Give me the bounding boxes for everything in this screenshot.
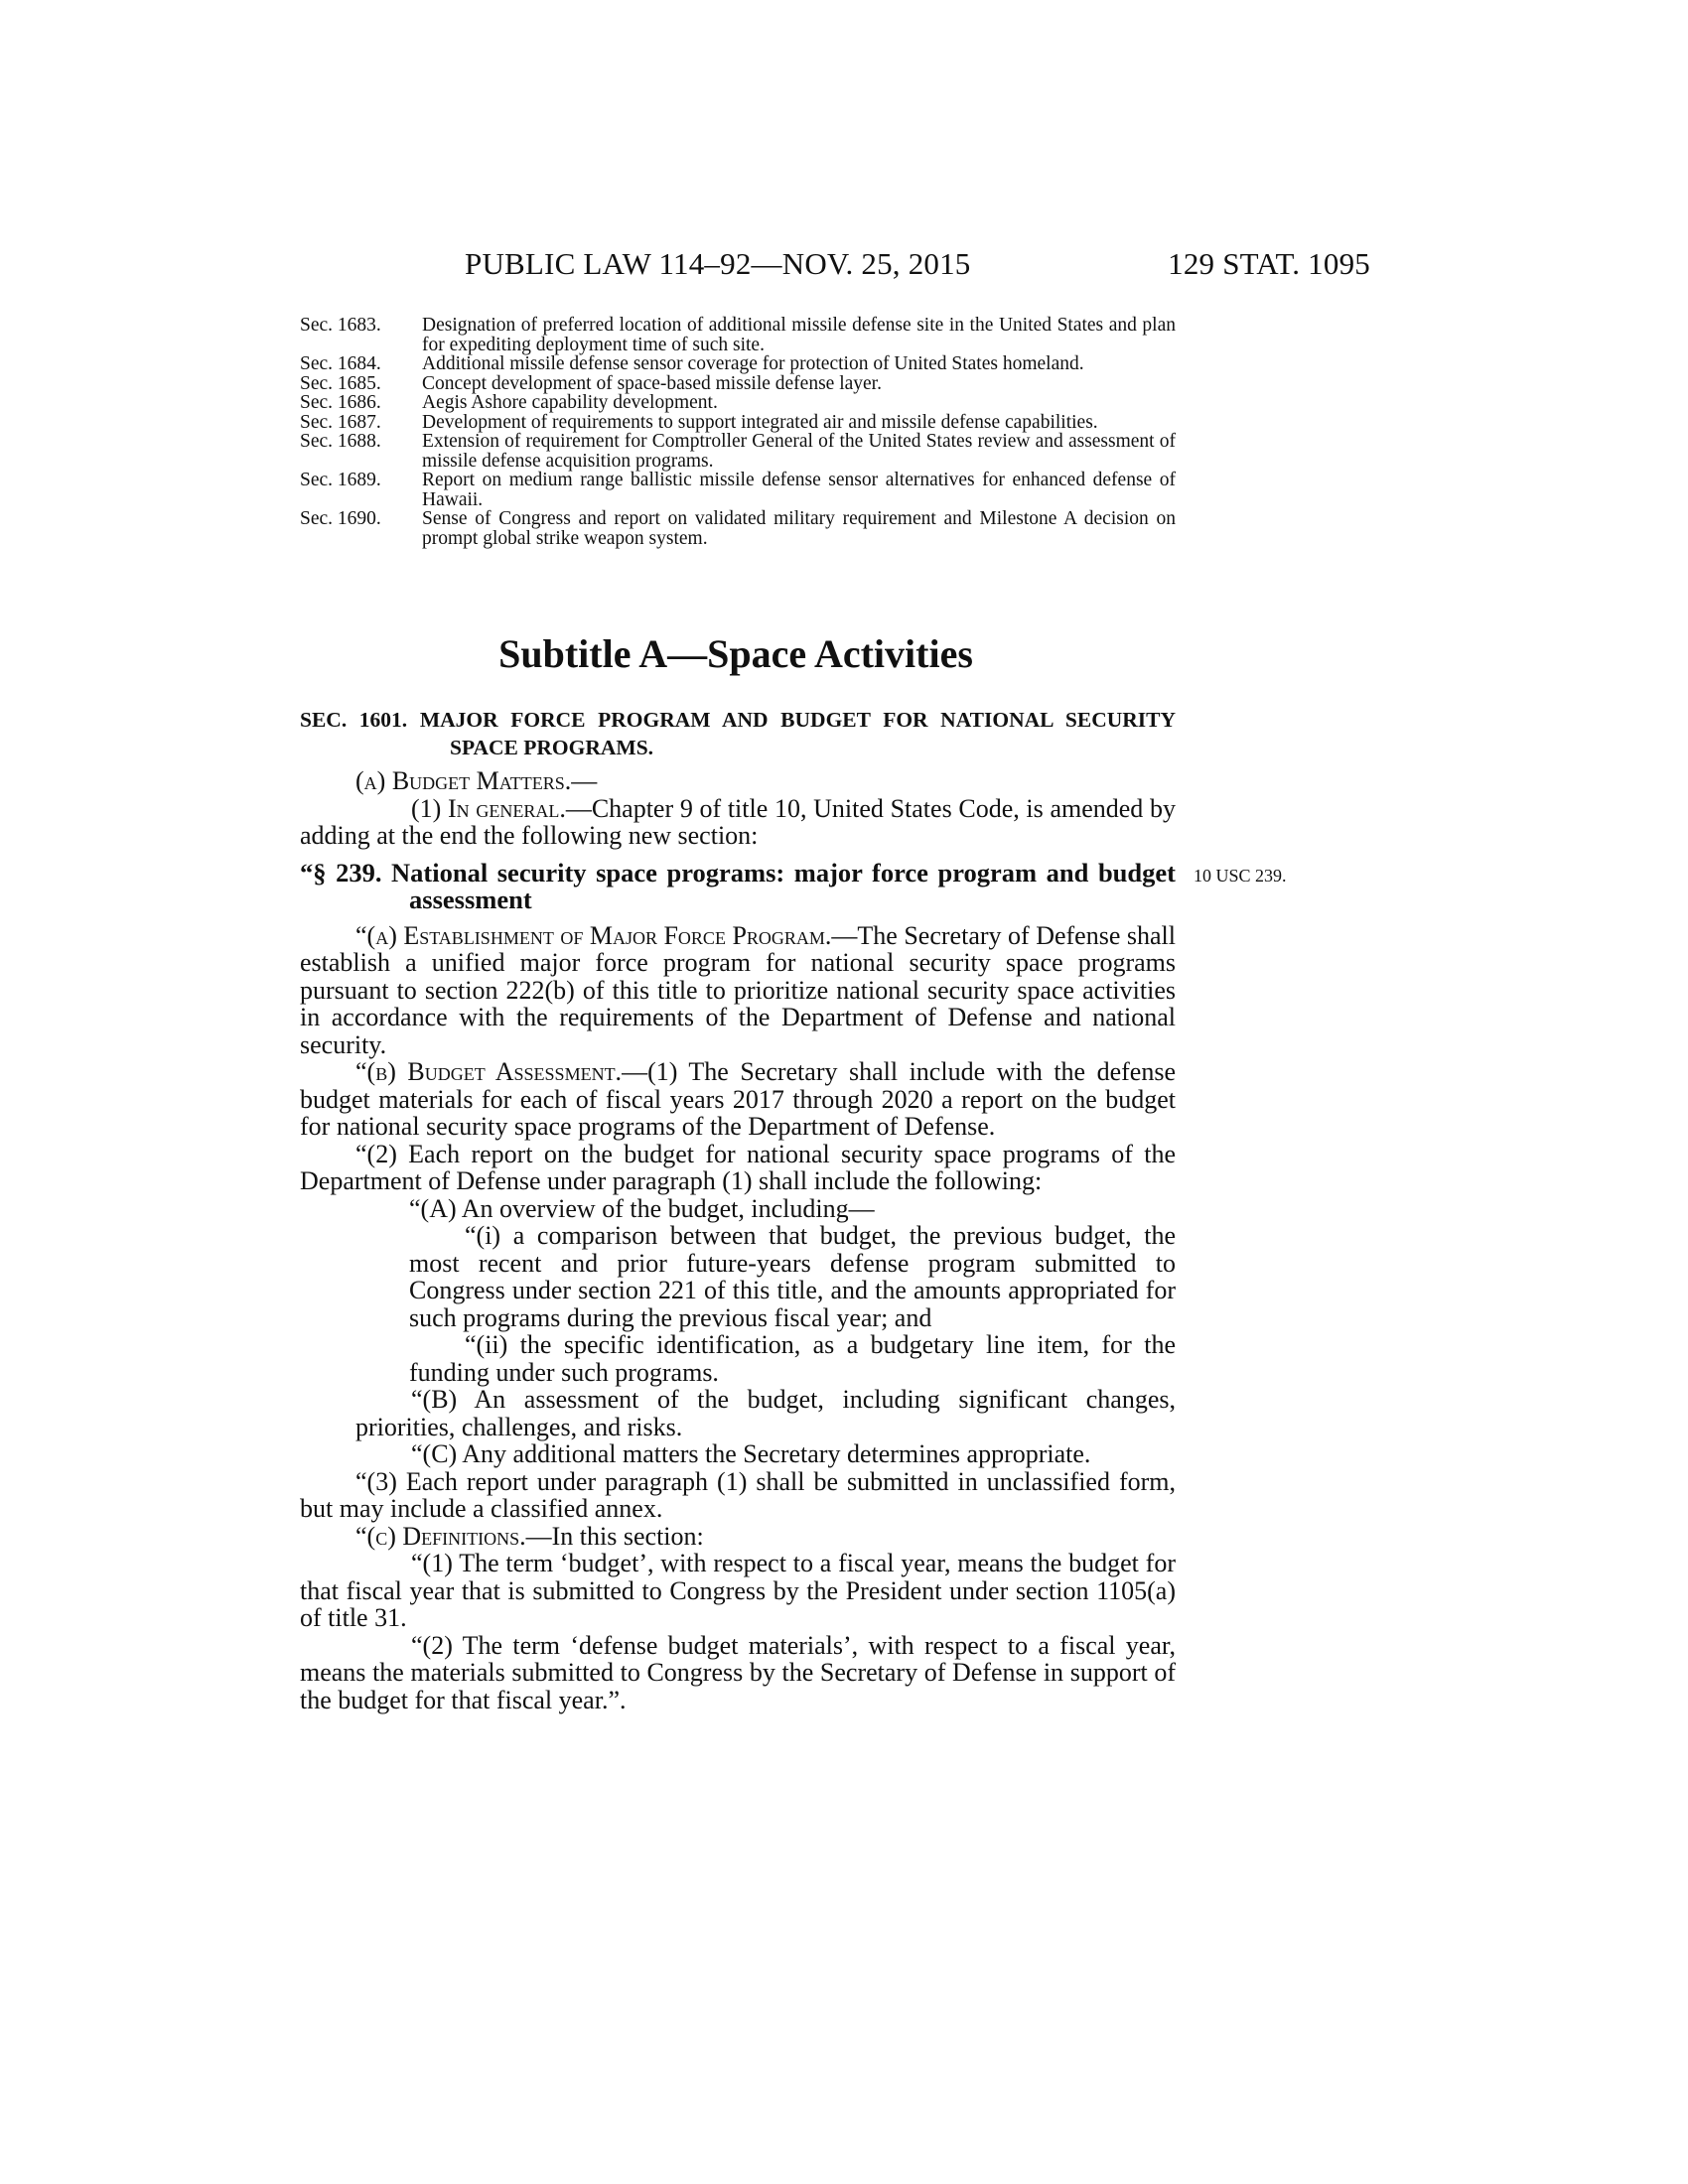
section-title: MAJOR FORCE PROGRAM AND BUDGET FOR NATIONAL SECURITY SPACE PROGRAMS. xyxy=(419,708,1177,759)
toc-entry xyxy=(300,509,1176,548)
toc-section-title: Aegis Ashore capability development. xyxy=(422,392,718,413)
paragraph-establishment-heading: “(a) Establishment of Major Force Program. xyxy=(355,920,832,950)
toc-section-title: Development of requirements to support integrated air and missile defense capabilities. xyxy=(422,411,1098,433)
toc-section-title: Extension of requirement for Comptroller General of the United States review and assessment of missile defense acquisition programs. xyxy=(422,431,1176,472)
paragraph-budget-assessment xyxy=(300,1058,1176,1141)
toc-section-number: Sec. 1685. xyxy=(300,372,381,394)
statute-page-number: 129 STAT. 1095 xyxy=(1168,246,1370,281)
subtitle-heading: Subtitle A—Space Activities xyxy=(498,631,973,676)
subparagraph-C: “(C) Any additional matters the Secretary determines appropriate. xyxy=(411,1439,1091,1468)
toc-section-number: Sec. 1686. xyxy=(300,392,381,413)
definition-budget: “(1) The term ‘budget’, with respect to a fiscal year, means the budget for that fiscal year that is submitted to Congress by the President under section 1105(a) of title 31. xyxy=(300,1549,1176,1632)
toc-entry xyxy=(300,374,1176,394)
paragraph-definitions xyxy=(300,1523,1176,1551)
toc-section-title: Report on medium range ballistic missile defense sensor alternatives for enhanced defense of Hawaii. xyxy=(422,470,1176,510)
clause-ii: “(ii) the specific identification, as a budgetary line item, for the funding under such programs. xyxy=(409,1330,1176,1387)
toc-section-number: Sec. 1687. xyxy=(300,411,381,433)
toc-entry xyxy=(300,316,1176,354)
paragraph-b2: “(2) Each report on the budget for national security space programs of the Department of Defense under paragraph (1) shall include the following: xyxy=(300,1139,1176,1195)
paragraph-3: “(3) Each report under paragraph (1) shall be submitted in unclassified form, but may include a classified annex. xyxy=(300,1466,1176,1523)
paragraph-budget-assessment-heading: “(b) Budget Assessment. xyxy=(355,1057,623,1086)
toc-section-number: Sec. 1684. xyxy=(300,353,381,374)
toc-entry xyxy=(300,432,1176,471)
section-body xyxy=(300,767,1176,1713)
paragraph-definitions-text: —In this section: xyxy=(525,1521,704,1551)
new-section-heading: “§ 239. National security space programs: major force program and budget assessment xyxy=(300,857,1176,914)
paragraph-establishment-text: —The Secretary of Defense shall establish a unified major force program for national security space programs pursuant to section 222(b) of this title to prioritize national security space activities in accordance with the requirements of the Department of Defense and national security. xyxy=(300,920,1176,1059)
paragraph-a1-text: —Chapter 9 of title 10, United States Code, is amended by adding at the end the following new section: xyxy=(300,793,1176,850)
paragraph-a-heading: (a) Budget Matters.— xyxy=(355,766,598,795)
section-heading xyxy=(300,706,1176,761)
toc-section-number: Sec. 1683. xyxy=(300,315,381,336)
toc-entry xyxy=(300,471,1176,509)
toc-section-title: Sense of Congress and report on validated military requirement and Milestone A decision on prompt global strike weapon system. xyxy=(422,508,1176,549)
toc-entry xyxy=(300,413,1176,433)
paragraph-a1-heading: (1) In general. xyxy=(411,793,566,823)
toc-section-title: Additional missile defense sensor coverage for protection of United States homeland. xyxy=(422,353,1084,374)
public-law-citation: PUBLIC LAW 114–92—NOV. 25, 2015 xyxy=(465,246,971,281)
toc-section-number: Sec. 1688. xyxy=(300,431,381,452)
subparagraph-B: “(B) An assessment of the budget, including significant changes, priorities, challenges, and risks. xyxy=(355,1385,1176,1441)
subparagraph-A: “(A) An overview of the budget, including— xyxy=(409,1193,875,1223)
paragraph-budget-assessment-text: —(1) The Secretary shall include with the defense budget materials for each of fiscal years 2017 through 2020 a report on the budget for national security space programs of the Department of Defense. xyxy=(300,1057,1176,1141)
marginal-citation-note: 10 USC 239. xyxy=(1194,866,1287,886)
clause-i: “(i) a comparison between that budget, the previous budget, the most recent and prior future-years defense program submitted to Congress under section 221 of this title, and the amounts appropriated for such programs during the previous fiscal year; and xyxy=(409,1221,1176,1332)
toc-section-number: Sec. 1690. xyxy=(300,508,381,529)
paragraph-definitions-heading: “(c) Definitions. xyxy=(355,1521,526,1551)
toc-entry xyxy=(300,393,1176,413)
toc-section-title: Designation of preferred location of additional missile defense site in the United States and plan for expediting deployment time of such site. xyxy=(422,315,1176,355)
definition-defense-budget-materials: “(2) The term ‘defense budget materials’, with respect to a fiscal year, means the materials submitted to Congress by the Secretary of Defense in support of the budget for that fiscal year.”. xyxy=(300,1630,1176,1714)
paragraph-establishment xyxy=(300,922,1176,1059)
table-of-contents xyxy=(300,316,1176,548)
toc-section-title: Concept development of space-based missile defense layer. xyxy=(422,372,882,394)
running-header xyxy=(298,246,1370,286)
section-number: SEC. 1601. xyxy=(300,708,408,732)
paragraph-a1 xyxy=(300,795,1176,850)
toc-section-number: Sec. 1689. xyxy=(300,470,381,490)
toc-entry xyxy=(300,354,1176,374)
